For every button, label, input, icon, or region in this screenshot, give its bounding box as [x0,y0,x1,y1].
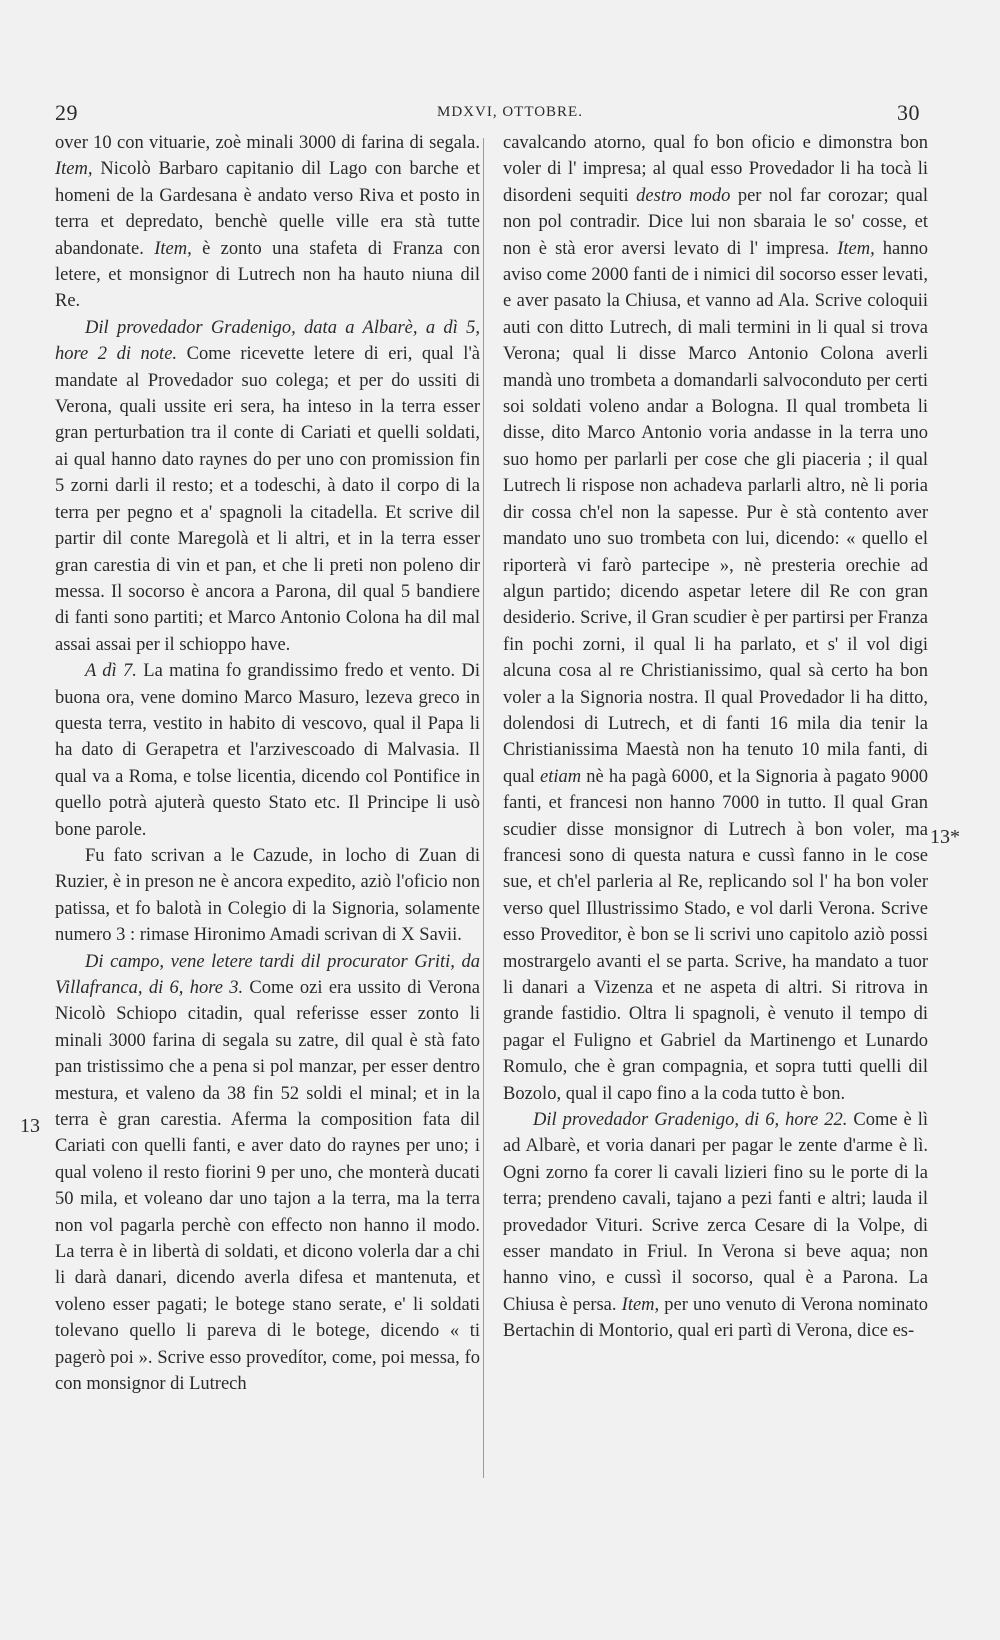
section-heading: Dil provedador Gradenigo, data a Albarè, a dì 5, hore 2 di note. [55,317,480,365]
text-run: per nol far corozar; qual non pol contradir. Dice lui non sbaraia le so' cosse, et non è stà eror aversi levato di l' impresa. [503,185,928,259]
text-run: cavalcando atorno, qual fo bon oficio e dimonstra bon voler di l' impresa; al qual esso Provedador li ha tocà li disordeni sequiti [503,133,928,206]
paragraph [503,1107,928,1345]
right-column [503,130,928,1345]
text-run: hanno aviso come 2000 fanti de i nimici dil socorso esser levati, e aver pasato la Chiusa, et vanno ad Ala. Scrive coloquii auti con ditto Lutrech, di mali termini in li qual si trova Verona; qual li disse Marco Antonio Colona averli mandà uno trombeta a domandarli salvoconduto per certi soi soldati voleno andar a Bologna. Il qual trombeta li disse, dito Marco Antonio voria andasse in la terra uno suo homo per parlarli per cose che gli piaceria ; il qual Lutrech li rispose non achadeva parlarli altro, nè li poria dir cossa ch'el non la sapesse. Pur è stà contento aver mandato uno suo trombeta con lui, dicendo: « quello el riporterà vi farò partecipe », nè presteria orechie ad algun partido; dicendo aspetar letere dil Re con gran desiderio. Scrive, il Gran scudier è per partirsi per Franza fin pochi zorni, il qual li ha parlato, et s' il vol digi alcuna cosa al re Christianissimo, qual sà certo ha bon voler a la Signoria nostra. Il qual Provedador li ha ditto, dolendosi di Lutrech, et di fanti 16 mila dia tenir la Christianissima Maestà non ha tenuto 10 mila fanti, di qual [503,238,928,787]
page-number-left: 29 [55,100,78,125]
section-heading: Dil provedador Gradenigo, di 6, hore 22. [533,1110,848,1131]
text-run: Nicolò Barbaro capitanio dil Lago con barche et homeni de la Gardesana è andato verso Riva et posto in terra et depredato, benchè quelle ville era stà tutte abandonate. [55,159,480,259]
running-head-text: MDXVI, OTTOBRE. [437,104,583,120]
paragraph: Fu fato scrivan a le Cazude, in locho di Zuan di Ruzier, è in preson ne è ancora expedito, aziò l'oficio non patissa, et fo balotà in Colegio di la Signoria, solamente numero 3 : rimase Hironimo Amadi scrivan di X Savii. [55,845,480,946]
italic-run: Item, [621,1294,660,1315]
paragraph [55,130,480,315]
italic-run: Item, [154,238,192,259]
section-heading: Di campo, vene letere tardi dil procurator Griti, da Villafranca, di 6, hore 3. [55,951,480,998]
text-run: over 10 con vituarie, zoè minali 3000 di farina di segala. [55,133,480,153]
left-column [55,130,480,1398]
margin-number-right: 13* [930,826,960,848]
page-number-right: 30 [897,100,920,125]
text-run: per uno venuto di Verona nominato Bertachin di Montorio, qual eri partì di Verona, dice es- [503,1294,928,1342]
paragraph [55,949,480,1398]
italic-run: destro modo [636,185,731,206]
text-run: Come è lì ad Albarè, et voria danari per pagar le zente d'arme è lì. Ogni zorno fa corer li cavali lizieri fino su le porte di la terra; prendeno cavali, tajano a pezi fanti e altri; lauda il provedador Vituri. Scrive zerca Cesare di la Volpe, di esser mandato in Friul. In Verona si beve aqua; non hanno vino, e cussì il socorso, qual è a Parona. La Chiusa è persa. [503,1110,928,1315]
paragraph [503,130,928,1107]
column-rule [483,138,484,1478]
italic-run: Item, [837,238,875,259]
text-run: è zonto una stafeta di Franza con letere, et monsignor di Lutrech non ha hauto niuna dil Re. [55,238,480,312]
paragraph [55,658,480,843]
paragraph [55,315,480,658]
running-head [0,104,1000,121]
italic-run: Item, [55,159,93,180]
italic-run: etiam [540,766,582,787]
text-run: Come ozi era ussito di Verona Nicolò Schiopo citadin, qual referisse esser zonto li minali 3000 farina di segala su zatre, dil qual è stà fato pan tristissimo che a pena si pol manzar, per esser dentro mestura, et valeno da 38 fin 52 soldi el minal; et in la terra è gran carestia. Aferma la composition fata dil Cariati con quelli fanti, e aver dato do raynes per uno; i qual voleno il resto fiorini 9 per uno, che monterà ducati 50 mila, et voleano dar uno tajon a la terra, ma la terra non vol pagarla perchè con effecto non hanno il modo. La terra è in libertà di soldati, et dicono volerla dar a chi li darà danari, dicendo averla difesa et mantenuta, et voleno esser pagati; le botege stano serate, e' li soldati tolevano quello li pareva di le botege, dicendo « ti pagerò poi ». Scrive esso provedítor, come, poi messa, fo con monsignor di Lutrech [55,978,480,1395]
text-run: Come ricevette letere di eri, qual l'à mandate al Provedador suo colega; et per do ussiti di Verona, quali ussite eri sera, ha inteso in la terra esser gran perturbation tra il conte di Cariati et quelli soldati, ai qual hanno dato raynes do per uno con promission fin 5 zorni darli il resto; et a todeschi, à dato il corpo di la terra per pegno et a' spagnoli la citadella. Et scrive dil partir dil conte Maregolà et li altri, et in la terra esser gran carestia di vin et pan, et che li preti non poleno dir messa. Il socorso è ancora a Parona, dil qual 5 bandiere di fanti sono partiti; et Marco Antonio Colona ha dil mal assai assai per il schioppo have. [55,344,480,655]
text-run: nè ha pagà 6000, et la Signoria à pagato 9000 fanti, et francesi non hanno 7000 in tutto. Il qual Gran scudier disse monsignor di Lutrech à bon voler, ma francesi sono di questa natura e cussì fanno in le cose sue, et ch'el parleria al Re, replicando sol l' ha bon voler verso quel Illustrissimo Stado, e vol darli Verona. Scrive esso Proveditor, è bon se li scrivi uno capitolo aziò possi mostrargelo avanti el se parta. Scrive, ha mandato a tuor li danari a Vizenza et ne aspeta di altri. Si ritrova in grande fastidio. Oltra li spagnoli, è venuto il tempo di pagar el Fuligno et Gabriel da Martinengo et Lunardo Romulo, che è gran compagnia, et sopra tutti quelli dil Bozolo, qual il capo fino a la coda tutto è bon. [503,766,929,1104]
date-heading: A dì 7. [85,661,137,682]
text-run: La matina fo grandissimo fredo et vento. Di buona ora, vene domino Marco Masuro, lezeva greco in questa terra, vestito in habito di vescovo, qual il Papa li ha dato di Gerapetra et l'arzivescoado di Malvasia. Il qual va a Roma, e tolse licentia, dicendo col Pontifice in quello potrà ajuterà questo Stato etc. Il Principe li usò bone parole. [55,661,480,840]
margin-number-left: 13 [20,1115,40,1137]
